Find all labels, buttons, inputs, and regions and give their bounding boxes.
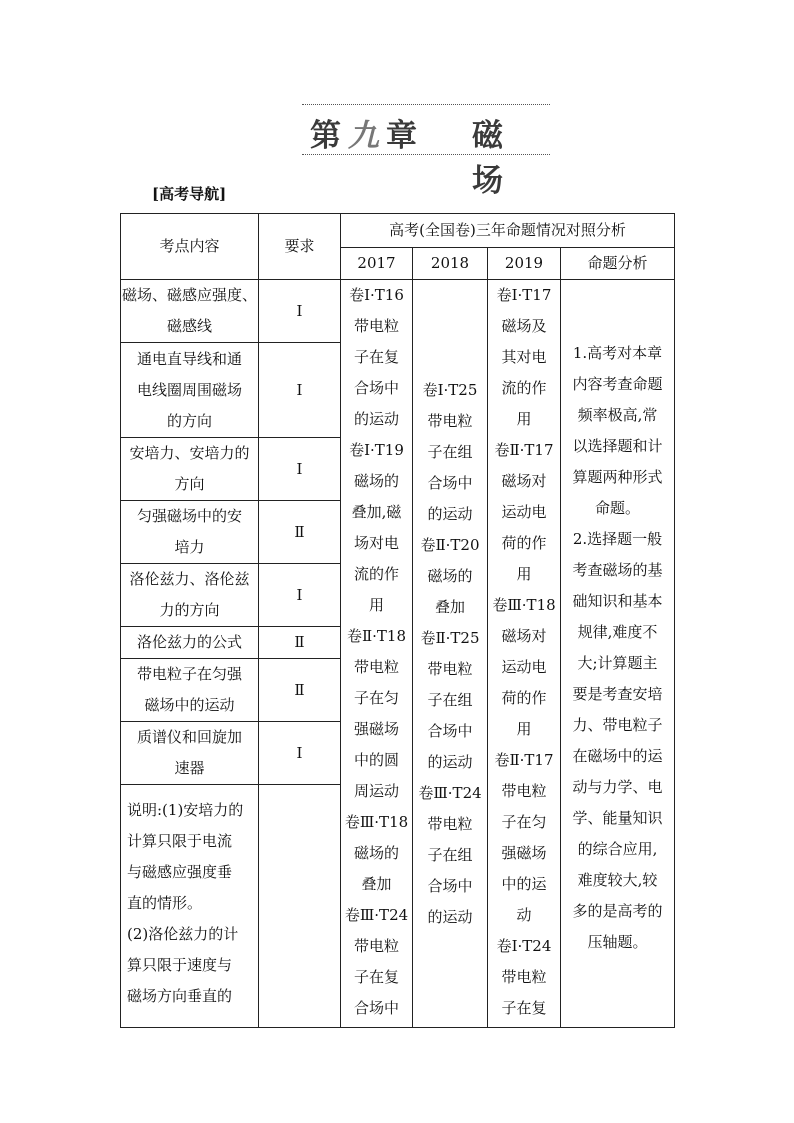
note-line: 磁场方向垂直的 <box>127 987 233 1005</box>
analysis-line: 频率极高,常 <box>577 406 658 424</box>
col-2018-line: 合场中 <box>427 721 473 740</box>
analysis-line: 内容考查命题 <box>572 375 663 393</box>
col-2018-line: 带电粒 <box>427 659 473 678</box>
col-2018-line: 卷Ⅰ·T25 <box>422 380 478 399</box>
col-2019-line: 卷Ⅱ·T17 <box>494 751 554 769</box>
col-2019-line: 流的作 <box>501 379 547 397</box>
col-2018-line: 合场中 <box>427 876 473 895</box>
col-2019-line: 磁场对 <box>501 627 547 645</box>
chapter-number: 九 <box>348 118 381 154</box>
col-2019-line: 用 <box>516 410 532 428</box>
col-2019-line: 子在复 <box>501 999 547 1017</box>
analysis-line: 在磁场中的运 <box>572 747 663 765</box>
col-2017-line: 带电粒 <box>353 937 399 955</box>
col-2018-line: 子在组 <box>427 442 473 461</box>
col-2018-line: 合场中 <box>427 473 473 492</box>
col-2017-line: 卷Ⅲ·T18 <box>344 813 409 831</box>
col-2017 <box>341 280 413 1028</box>
col-2018-line: 的运动 <box>427 504 473 523</box>
col-2017-line: 合场中 <box>353 379 399 397</box>
analysis-line: 动与力学、电 <box>572 778 663 796</box>
row-requirement: Ⅰ <box>259 722 341 785</box>
col-2017-line: 子在复 <box>353 348 399 366</box>
row-content: 通电直导线和通 电线圈周围磁场 的方向 <box>121 343 259 438</box>
note-line: 计算只限于电流 <box>127 832 233 850</box>
chapter-prefix: 第 <box>310 118 343 154</box>
col-2017-line: 叠加,磁 <box>351 503 402 521</box>
col-2019-line: 用 <box>516 565 532 583</box>
analysis-line: 力、带电粒子 <box>572 716 663 734</box>
col-2017-line: 中的圆 <box>353 751 399 769</box>
col-2019 <box>488 280 561 1028</box>
col-2017-line: 卷Ⅰ·T16 <box>349 286 404 304</box>
col-2017-line: 用 <box>368 596 384 614</box>
col-2018-line: 卷Ⅱ·T25 <box>420 628 480 647</box>
col-2017-line: 子在复 <box>353 968 399 986</box>
header-analysis: 命题分析 <box>561 248 675 280</box>
header-group: 高考(全国卷)三年命题情况对照分析 <box>341 214 675 248</box>
analysis-line: 大;计算题主 <box>577 654 658 672</box>
row-content: 匀强磁场中的安 培力 <box>121 501 259 564</box>
header-year: 2018 <box>413 248 488 280</box>
col-2018-line: 子在组 <box>427 690 473 709</box>
section-label: [高考导航] <box>152 185 227 203</box>
col-2017-line: 叠加 <box>361 875 392 893</box>
col-2017-line: 流的作 <box>353 565 399 583</box>
row-requirement: Ⅰ <box>259 280 341 343</box>
row-content: 洛伦兹力、洛伦兹 力的方向 <box>121 564 259 627</box>
col-2019-line: 卷Ⅰ·T24 <box>496 937 552 955</box>
col-2018-line: 卷Ⅲ·T24 <box>418 783 482 802</box>
title-rule-top <box>302 104 550 105</box>
col-2017-line: 带电粒 <box>353 658 399 676</box>
col-2017-line: 强磁场 <box>353 720 399 738</box>
col-2019-line: 磁场及 <box>501 317 547 335</box>
header-year: 2019 <box>488 248 561 280</box>
col-2017-line: 卷Ⅰ·T19 <box>349 441 404 459</box>
col-2019-line: 卷Ⅰ·T17 <box>496 286 552 304</box>
row-requirement: Ⅱ <box>259 501 341 564</box>
note-line: 算只限于速度与 <box>127 956 233 974</box>
exam-table <box>120 213 675 1028</box>
col-2019-line: 用 <box>516 720 532 738</box>
note-line: 说明:(1)安培力的 <box>127 801 244 819</box>
analysis-line: 多的是高考的 <box>572 902 663 920</box>
col-2019-line: 强磁场 <box>501 844 547 862</box>
row-content: 安培力、安培力的 方向 <box>121 438 259 501</box>
col-2018-line: 子在组 <box>427 845 473 864</box>
row-requirement: Ⅰ <box>259 564 341 627</box>
chapter-topic: 磁 场 <box>472 118 505 199</box>
note <box>121 785 259 1028</box>
row-requirement: Ⅱ <box>259 627 341 659</box>
analysis-line: 难度较大,较 <box>577 871 658 889</box>
analysis-line: 算题两种形式 <box>572 468 663 486</box>
col-2018-line: 的运动 <box>427 752 473 771</box>
col-2019-line: 其对电 <box>501 348 547 366</box>
analysis-line: 命题。 <box>595 499 641 517</box>
col-2018 <box>413 280 488 1028</box>
col-2018-line: 叠加 <box>434 597 465 616</box>
analysis-line: 学、能量知识 <box>572 809 663 827</box>
col-2017-line: 带电粒 <box>353 317 399 335</box>
col-2017-line: 的运动 <box>353 410 399 428</box>
note-line: 直的情形。 <box>127 894 203 912</box>
col-2017-line: 磁场的 <box>353 472 399 490</box>
header-requirement: 要求 <box>259 214 341 280</box>
title-rule-bottom <box>302 154 550 155</box>
col-2019-line: 带电粒 <box>501 968 547 986</box>
analysis-line: 规律,难度不 <box>577 623 658 641</box>
header-year: 2017 <box>341 248 413 280</box>
row-requirement: Ⅰ <box>259 438 341 501</box>
row-content: 带电粒子在匀强 磁场中的运动 <box>121 659 259 722</box>
col-2017-line: 子在匀 <box>353 689 399 707</box>
col-2019-line: 磁场对 <box>501 472 547 490</box>
col-2017-line: 周运动 <box>353 782 399 800</box>
col-2019-line: 动 <box>516 906 532 924</box>
col-2017-line: 场对电 <box>353 534 399 552</box>
row-content: 磁场、磁感应强度、 磁感线 <box>121 280 259 343</box>
col-2019-line: 中的运 <box>501 875 547 893</box>
row-requirement: Ⅰ <box>259 343 341 438</box>
row-content: 质谱仪和回旋加 速器 <box>121 722 259 785</box>
col-2018-line: 带电粒 <box>427 814 473 833</box>
analysis-line: 的综合应用, <box>577 840 658 858</box>
col-2018-line: 的运动 <box>427 907 473 926</box>
analysis-line: 2.选择题一般 <box>572 530 663 548</box>
analysis-line: 压轴题。 <box>587 933 648 951</box>
row-content: 洛伦兹力的公式 <box>121 627 259 659</box>
col-2017-line: 卷Ⅱ·T18 <box>346 627 407 645</box>
col-2019-line: 运动电 <box>501 503 547 521</box>
header-content: 考点内容 <box>121 214 259 280</box>
col-2019-line: 卷Ⅲ·T18 <box>492 596 556 614</box>
col-2017-line: 卷Ⅲ·T24 <box>344 906 409 924</box>
col-2018-line: 卷Ⅱ·T20 <box>420 535 480 554</box>
note-line: 与磁感应强度垂 <box>127 863 233 881</box>
col-2019-line: 卷Ⅱ·T17 <box>494 441 554 459</box>
chapter-suffix: 章 <box>386 118 419 154</box>
col-analysis <box>561 280 675 1028</box>
col-2018-line: 带电粒 <box>427 411 473 430</box>
chapter-title <box>302 110 550 199</box>
analysis-line: 础知识和基本 <box>572 592 663 610</box>
col-2018-line: 磁场的 <box>427 566 473 585</box>
col-2017-line: 磁场的 <box>353 844 399 862</box>
col-2019-line: 带电粒 <box>501 782 547 800</box>
analysis-line: 要是考查安培 <box>572 685 663 703</box>
row-requirement: Ⅱ <box>259 659 341 722</box>
analysis-line: 以选择题和计 <box>572 437 663 455</box>
analysis-line: 1.高考对本章 <box>572 344 663 362</box>
note-line: (2)洛伦兹力的计 <box>127 925 239 943</box>
analysis-line: 考查磁场的基 <box>572 561 663 579</box>
col-2019-line: 子在匀 <box>501 813 547 831</box>
note-requirement-empty <box>259 785 341 1028</box>
col-2019-line: 荷的作 <box>501 534 547 552</box>
col-2017-line: 合场中 <box>353 999 399 1017</box>
col-2019-line: 荷的作 <box>501 689 547 707</box>
col-2019-line: 运动电 <box>501 658 547 676</box>
